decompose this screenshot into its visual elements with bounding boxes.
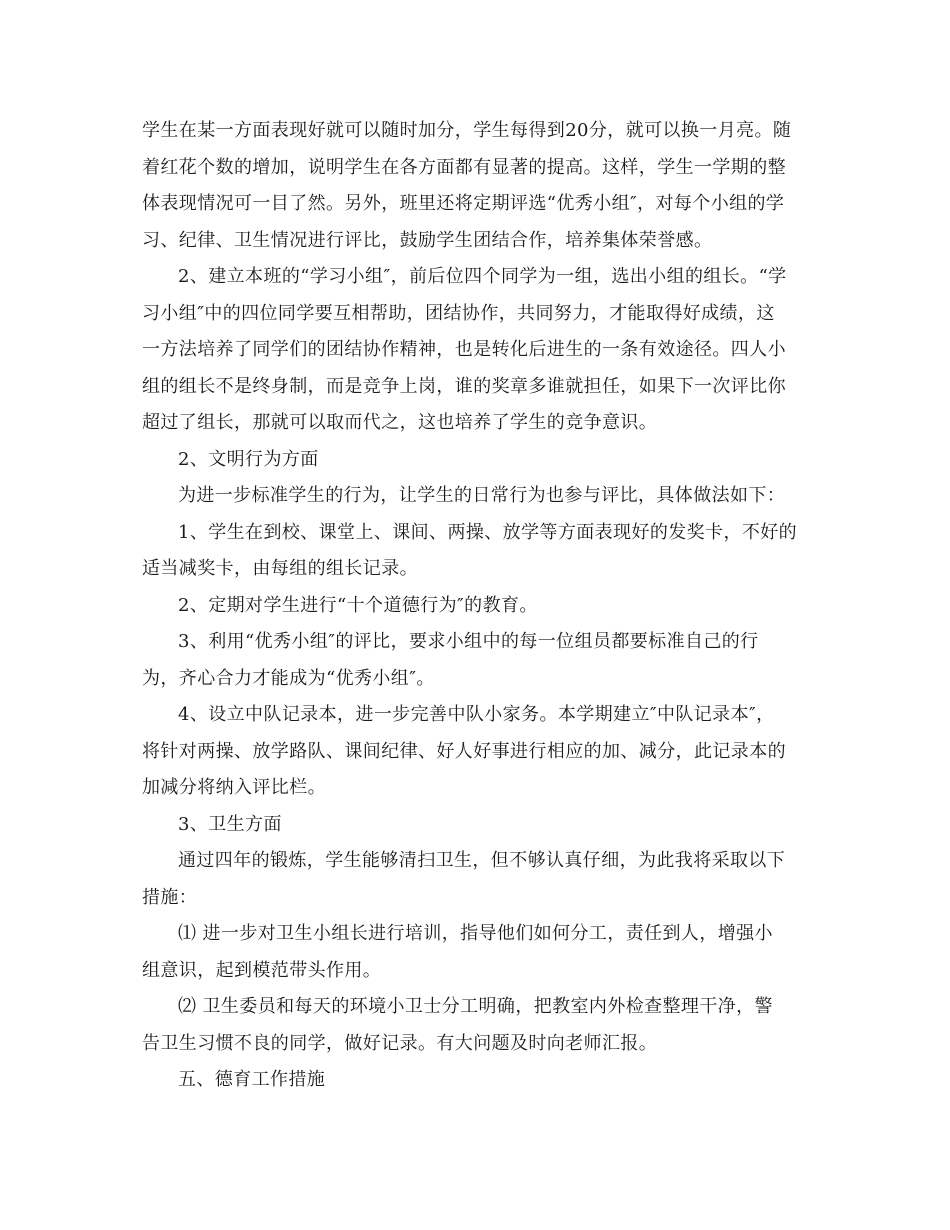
text-line: 组的组长不是终身制，而是竞争上岗，谁的奖章多谁就担任，如果下一次评比你 xyxy=(142,375,786,397)
text-line: ⑴ 进一步对卫生小组长进行培训，指导他们如何分工，责任到人，增强小 xyxy=(178,923,773,944)
text-line: 习小组″中的四位同学要互相帮助，团结协作，共同努力，才能取得好成绩，这 xyxy=(142,302,775,324)
paragraph xyxy=(142,1062,810,1099)
paragraph xyxy=(142,515,810,588)
paragraph xyxy=(142,624,810,697)
paragraph xyxy=(142,113,810,259)
text-line: 适当减奖卡，由每组的组长记录。 xyxy=(142,558,418,579)
paragraph xyxy=(142,588,810,625)
paragraph xyxy=(142,442,810,479)
text-line: 2、建立本班的“学习小组″，前后位四个同学为一组，选出小组的组长。“学 xyxy=(178,266,787,287)
text-line: 3、卫生方面 xyxy=(178,813,282,835)
text-line: 为进一步标准学生的行为，让学生的日常行为也参与评比，具体做法如下： xyxy=(178,485,786,506)
paragraph xyxy=(142,916,810,989)
text-line: 超过了组长，那就可以取而代之，这也培养了学生的竞争意识。 xyxy=(142,412,658,433)
text-line: 组意识，起到模范带头作用。 xyxy=(142,959,382,981)
text-line: ⑵ 卫生委员和每天的环境小卫士分工明确，把教室内外检查整理干净，警 xyxy=(178,996,773,1017)
text-line: 3、利用“优秀小组″的评比，要求小组中的每一位组员都要标准自己的行 xyxy=(178,631,759,652)
text-line: 着红花个数的增加，说明学生在各方面都有显著的提高。这样，学生一学期的整 xyxy=(142,156,786,178)
paragraph xyxy=(142,259,810,442)
paragraph xyxy=(142,843,810,916)
paragraph xyxy=(142,478,810,515)
text-line: 体表现情况可一目了然。另外，班里还将定期评选“优秀小组″，对每个小组的学 xyxy=(142,193,785,214)
text-line: 1、学生在到校、课堂上、课间、两操、放学等方面表现好的发奖卡，不好的 xyxy=(178,521,798,543)
document-body xyxy=(142,113,810,1099)
text-line: 五、德育工作措施 xyxy=(178,1069,326,1090)
text-line: 2、文明行为方面 xyxy=(178,448,319,470)
text-line: 将针对两操、放学路队、课间纪律、好人好事进行相应的加、减分，此记录本的 xyxy=(142,740,786,762)
text-line: 学生在某一方面表现好就可以随时加分，学生每得到20分，就可以换一月亮。随 xyxy=(142,120,792,141)
text-line: 2、定期对学生进行“十个道德行为″的教育。 xyxy=(178,594,538,616)
text-line: 通过四年的锻炼，学生能够清扫卫生，但不够认真仔细，为此我将采取以下 xyxy=(178,850,786,871)
text-line: 加减分将纳入评比栏。 xyxy=(142,777,326,798)
paragraph xyxy=(142,807,810,844)
text-line: 措施： xyxy=(142,886,198,908)
text-line: 4、设立中队记录本，进一步完善中队小家务。本学期建立″中队记录本″， xyxy=(178,704,775,725)
text-line: 为，齐心合力才能成为“优秀小组″。 xyxy=(142,667,435,689)
text-line: 一方法培养了同学们的团结协作精神，也是转化后进生的一条有效途径。四人小 xyxy=(142,339,786,360)
paragraph xyxy=(142,989,810,1062)
paragraph xyxy=(142,697,810,807)
text-line: 告卫生习惯不良的同学，做好记录。有大问题及时向老师汇报。 xyxy=(142,1032,658,1054)
text-line: 习、纪律、卫生情况进行评比，鼓励学生团结合作，培养集体荣誉感。 xyxy=(142,229,713,251)
